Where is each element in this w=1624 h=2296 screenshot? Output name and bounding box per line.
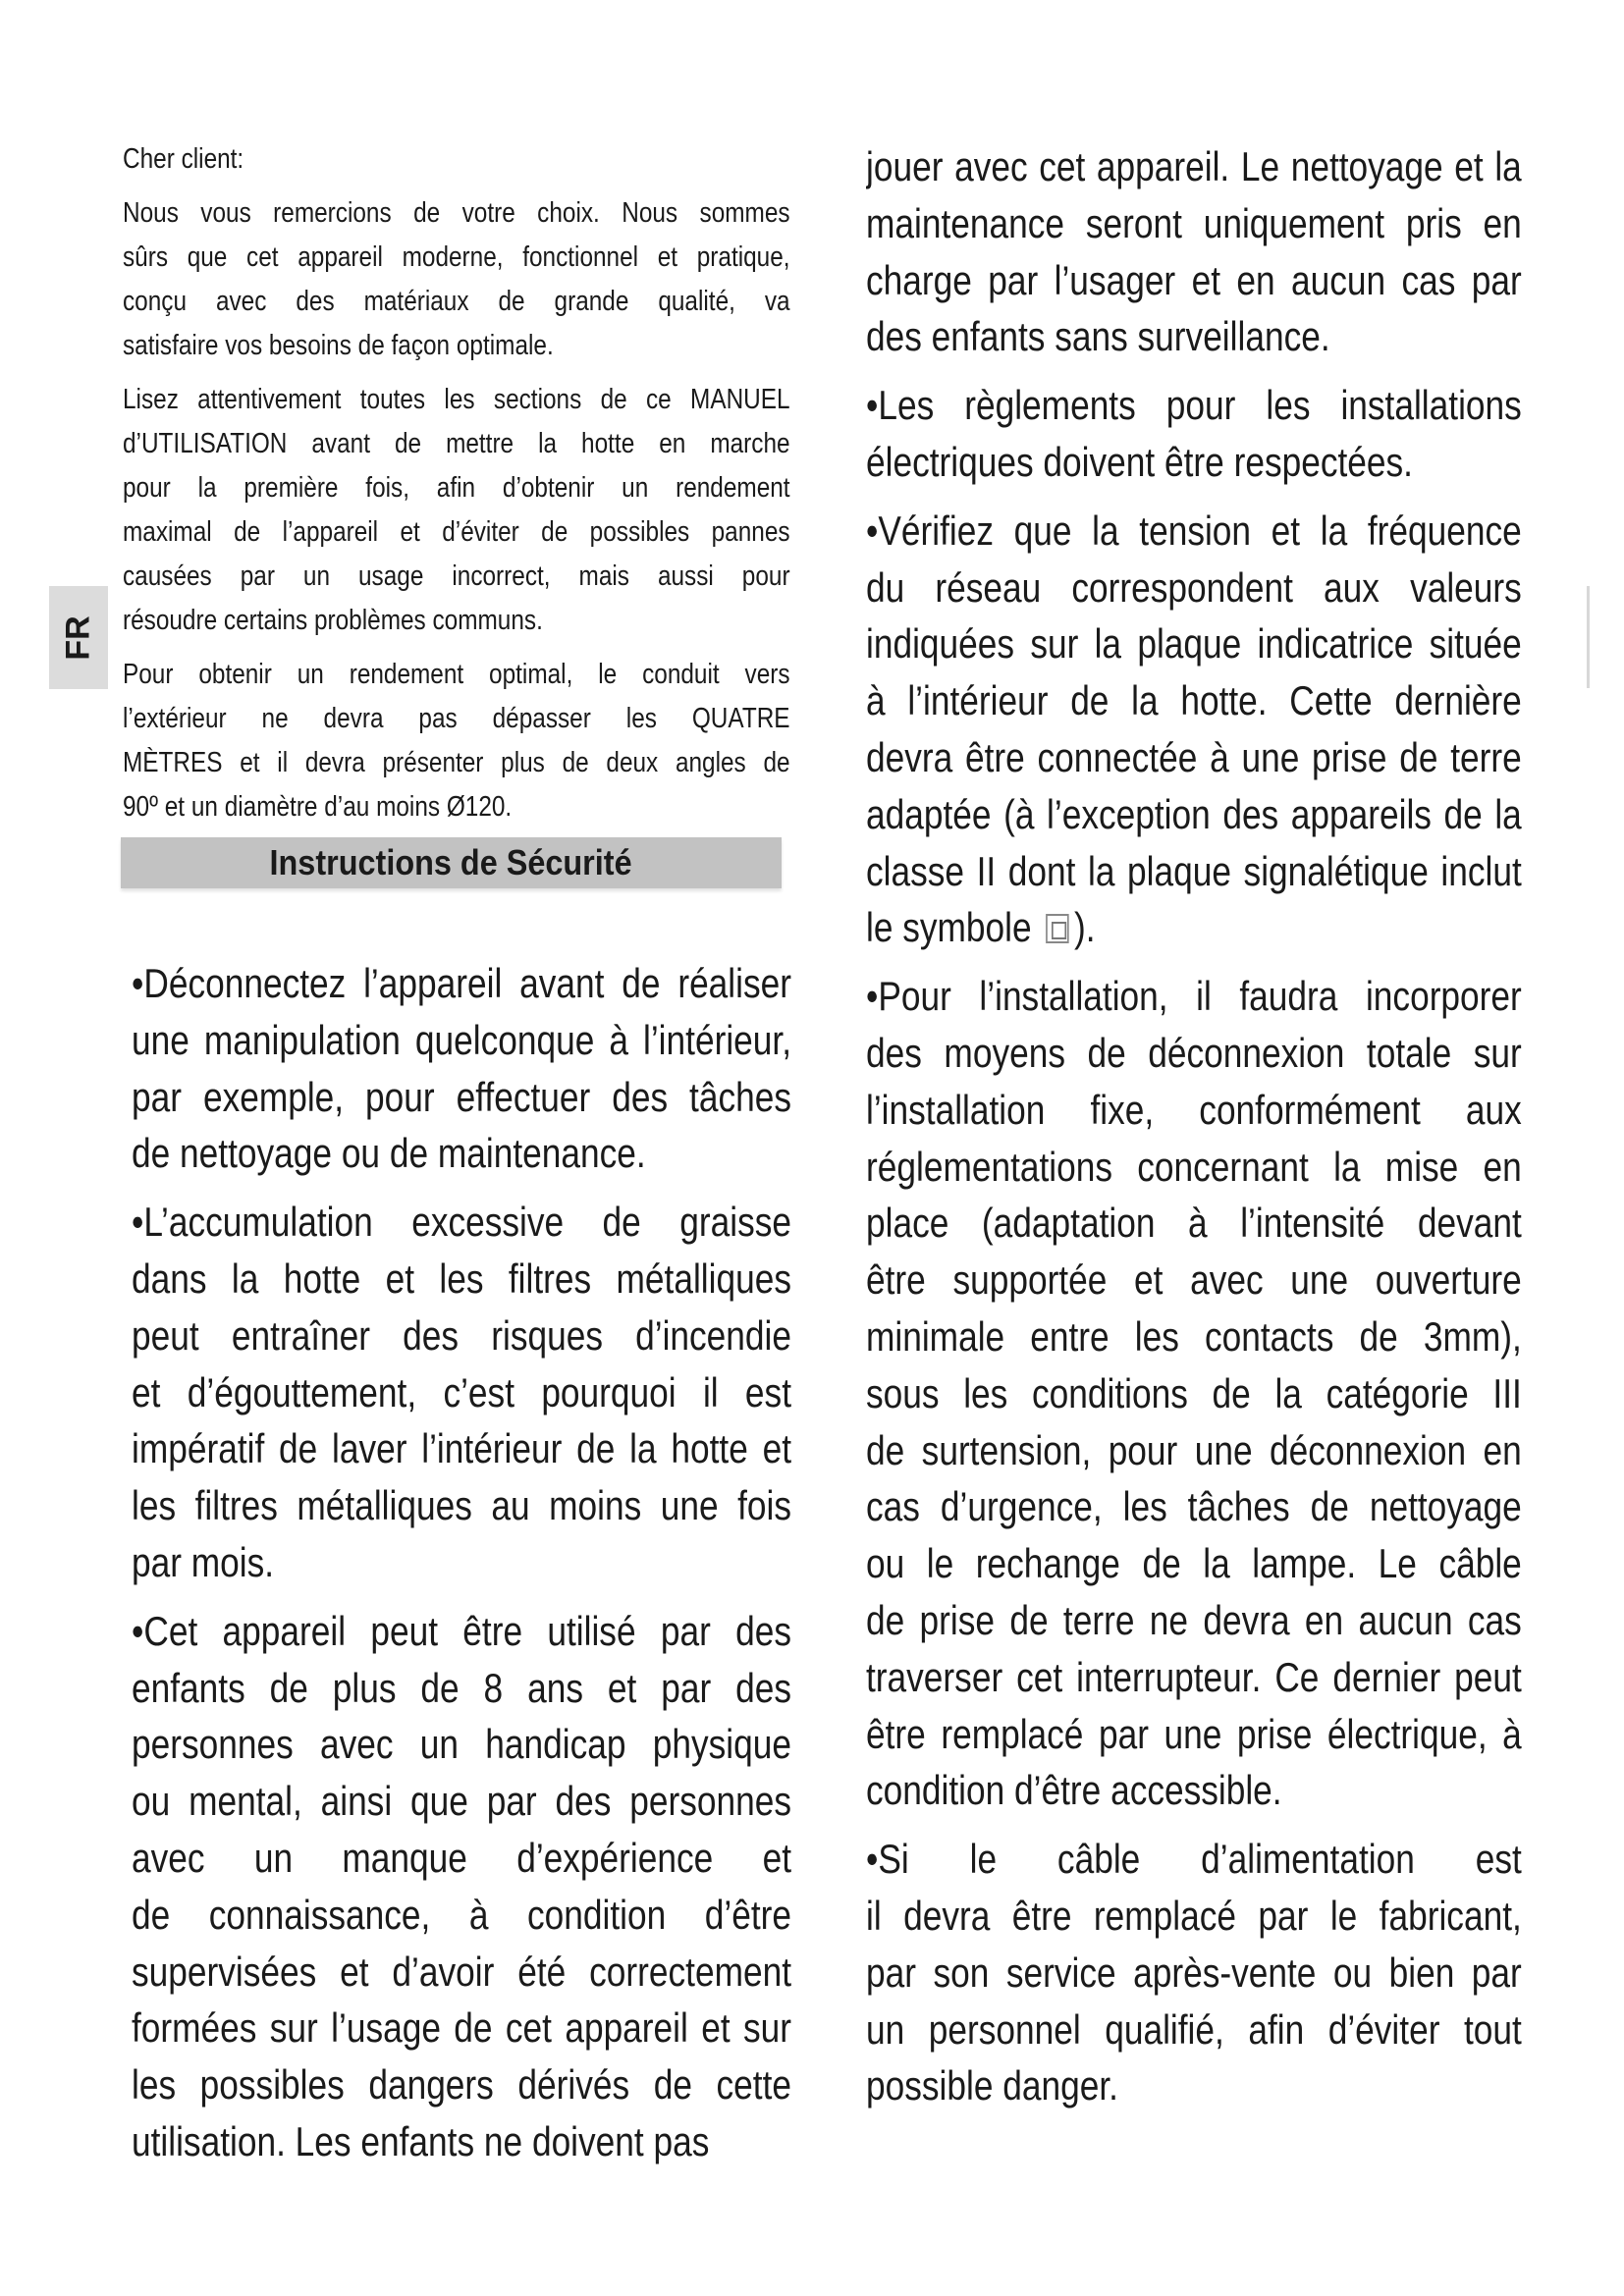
- text-line: par son service après-vente ou bien par: [866, 1949, 1522, 1996]
- text-line: personnes avec un handicap physique: [132, 1721, 791, 1768]
- text-line: les filtres métalliques au moins une fois: [132, 1482, 791, 1529]
- text-line: cas d’urgence, les tâches de nettoyage: [866, 1483, 1522, 1530]
- intro-text: [123, 137, 790, 839]
- text-line: causées par un usage incorrect, mais aussi pour: [123, 561, 790, 592]
- text-line: maximal de l’appareil et d’éviter de possibles pannes: [123, 516, 790, 548]
- text-line: utilisation. Les enfants ne doivent pas: [132, 2117, 710, 2164]
- text-line: ou le rechange de la lampe. Le câble: [866, 1540, 1522, 1587]
- text-line: enfants de plus de 8 ans et par des: [132, 1664, 791, 1711]
- text-line: de connaissance, à condition d’être: [132, 1891, 791, 1938]
- bullet-item: [866, 138, 1522, 365]
- text-line: devra être connectée à une prise de terre: [866, 733, 1522, 780]
- text-line: à l’intérieur de la hotte. Cette dernière: [866, 677, 1522, 724]
- text-line: •Vérifiez que la tension et la fréquence: [866, 507, 1522, 554]
- text-line: réglementations concernant la mise en: [866, 1143, 1522, 1190]
- text-line: il devra être remplacé par le fabricant,: [866, 1892, 1522, 1939]
- text-line: de prise de terre ne devra en aucun cas: [866, 1596, 1522, 1643]
- text-line: un personnel qualifié, afin d’éviter tout: [866, 2005, 1522, 2053]
- text-line: être remplacé par une prise électrique, à: [866, 1710, 1522, 1757]
- text-line: de surtension, pour une déconnexion en: [866, 1426, 1522, 1473]
- text-line: 90º et un diamètre d’au moins Ø120.: [123, 791, 513, 823]
- text-line: sûrs que cet appareil moderne, fonctionnel et pratique,: [123, 241, 790, 273]
- text-line: et d’égouttement, c’est pourquoi il est: [132, 1368, 791, 1415]
- text-line: traverser cet interrupteur. Ce dernier peut: [866, 1653, 1522, 1700]
- text-line: Nous vous remercions de votre choix. Nous sommes: [123, 197, 790, 229]
- text-line: adaptée (à l’exception des appareils de la: [866, 790, 1522, 837]
- text-line: dans la hotte et les filtres métalliques: [132, 1255, 791, 1302]
- text-line: d’UTILISATION avant de mettre la hotte en marche: [123, 428, 790, 459]
- bullet-item: [866, 1831, 1522, 2114]
- text-line: •Les règlements pour les installations: [866, 382, 1522, 429]
- paragraph: [123, 653, 790, 829]
- text-line: sous les conditions de la catégorie III: [866, 1369, 1522, 1416]
- section-header: [121, 837, 782, 888]
- text-line: du réseau correspondent aux valeurs: [866, 563, 1522, 611]
- text-line: avec un manque d’expérience et: [132, 1834, 791, 1881]
- text-line: indiquées sur la plaque indicatrice située: [866, 620, 1522, 667]
- text-line: l’extérieur ne devra pas dépasser les QUATRE: [123, 703, 790, 734]
- text-line: place (adaptation à l’intensité devant: [866, 1200, 1522, 1247]
- text-line: être supportée et avec une ouverture: [866, 1256, 1522, 1304]
- paragraph: [123, 378, 790, 643]
- bullet-item: [132, 1194, 791, 1591]
- text-line: une manipulation quelconque à l’intérieur,: [132, 1016, 791, 1063]
- text-line: ou mental, ainsi que par des personnes: [132, 1778, 791, 1825]
- text-line: conçu avec des matériaux de grande qualité, va: [123, 286, 790, 317]
- text-line: minimale entre les contacts de 3mm),: [866, 1312, 1522, 1360]
- text-line: classe II dont la plaque signalétique inclut: [866, 847, 1522, 894]
- text-line: •Cet appareil peut être utilisé par des: [132, 1607, 791, 1654]
- text-line: •Déconnectez l’appareil avant de réaliser: [132, 960, 791, 1006]
- text-line: électriques doivent être respectées.: [866, 438, 1413, 485]
- text-line: •L’accumulation excessive de graisse: [132, 1199, 791, 1246]
- text-line: des moyens de déconnexion totale sur: [866, 1029, 1522, 1076]
- text-line: peut entraîner des risques d’incendie: [132, 1311, 791, 1359]
- safety-instructions-right: [866, 138, 1522, 2126]
- bullet-item: [132, 1603, 791, 2170]
- safety-instructions-left: [132, 955, 791, 2182]
- text-line: impératif de laver l’intérieur de la hotte et: [132, 1425, 791, 1472]
- text-line: les possibles dangers dérivés de cette: [132, 2061, 791, 2109]
- text-line: jouer avec cet appareil. Le nettoyage et la: [866, 143, 1522, 189]
- class-ii-symbol-icon: [1046, 914, 1069, 943]
- section-title: Instructions de Sécurité: [269, 842, 633, 882]
- text-line: Pour obtenir un rendement optimal, le conduit vers: [123, 659, 790, 690]
- text-line: •Si le câble d’alimentation est: [866, 1836, 1522, 1883]
- paragraph: [123, 191, 790, 368]
- bullet-item: [866, 503, 1522, 956]
- text-line: pour la première fois, afin d’obtenir un rendement: [123, 472, 790, 504]
- text-line: par exemple, pour effectuer des tâches: [132, 1073, 791, 1120]
- text-line: des enfants sans surveillance.: [866, 313, 1330, 360]
- text-line: condition d’être accessible.: [866, 1767, 1282, 1814]
- bullet-item: [132, 955, 791, 1182]
- page-edge-marker: [1587, 586, 1590, 688]
- language-label: FR: [59, 614, 97, 661]
- text-line: charge par l’usager et en aucun cas par: [866, 256, 1522, 303]
- language-tab: [49, 586, 108, 689]
- text-line: par mois.: [132, 1538, 275, 1585]
- text-line: maintenance seront uniquement pris en: [866, 199, 1522, 246]
- text-line: MÈTRES et il devra présenter plus de deux angles de: [123, 747, 790, 778]
- text-line: formées sur l’usage de cet appareil et sur: [132, 2004, 791, 2052]
- text-line: résoudre certains problèmes communs.: [123, 605, 543, 636]
- text-line: possible danger.: [866, 2062, 1118, 2109]
- text-line: le symbole ).: [866, 904, 1096, 951]
- bullet-item: [866, 377, 1522, 491]
- text-line: Cher client:: [123, 143, 244, 175]
- text-line: l’installation fixe, conformément aux: [866, 1086, 1522, 1133]
- bullet-item: [866, 968, 1522, 1819]
- text-line: satisfaire vos besoins de façon optimale.: [123, 330, 554, 361]
- text-line: supervisées et d’avoir été correctement: [132, 1948, 791, 1995]
- paragraph: [123, 137, 790, 182]
- text-line: de nettoyage ou de maintenance.: [132, 1130, 646, 1177]
- text-line: •Pour l’installation, il faudra incorporer: [866, 973, 1522, 1020]
- text-line: Lisez attentivement toutes les sections de ce MANUEL: [123, 384, 790, 415]
